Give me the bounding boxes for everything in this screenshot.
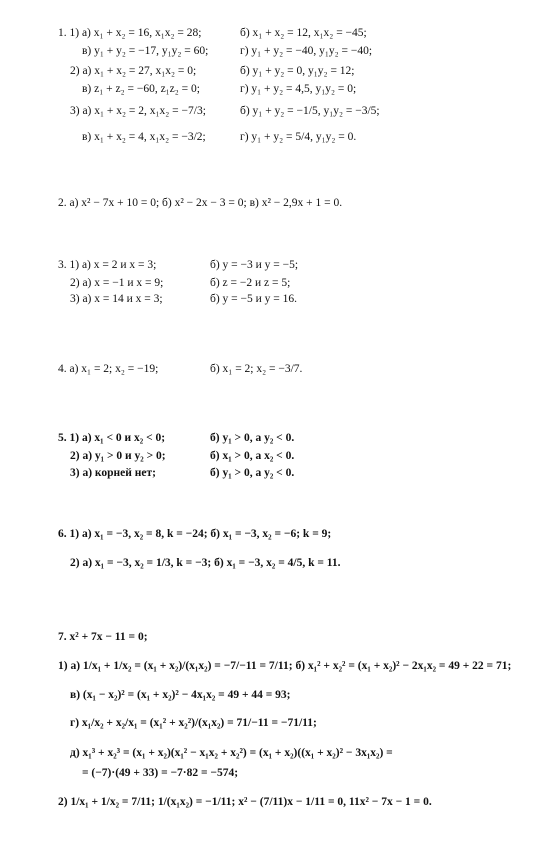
p3-row-3-right: б) y = −5 и y = 16. xyxy=(210,293,298,305)
p6-row-2: 2) а) x₁ = −3, x₂ = 1/3, k = −3; б) x₁ = −3, x₂ = 4/5, k = 11. xyxy=(70,557,341,569)
p5-row-3-left: 3) а) корней нет; xyxy=(70,467,156,479)
p1-row-4-right: г) y₁ + y₂ = 4,5, y₁y₂ = 0; xyxy=(240,83,357,95)
p3-row-1-left: 3. 1) а) x = 2 и x = 3; xyxy=(58,259,157,271)
p1-row-2-right: г) y₁ + y₂ = −40, y₁y₂ = −40; xyxy=(240,45,373,57)
p5-row-1-right: б) y₁ > 0, а y₂ < 0. xyxy=(210,432,295,444)
p1-row-6-left: в) x₁ + x₂ = 4, x₁x₂ = −3/2; xyxy=(82,131,206,143)
p7-line-6: 2) 1/x₁ + 1/x₂ = 7/11; 1/(x₁x₂) = −1/11; x² − (7/11)x − 1/11 = 0, 11x² − 7x − 1 = 0. xyxy=(58,796,432,808)
p5-row-1-left: 5. 1) а) x₁ < 0 и x₂ < 0; xyxy=(58,432,166,444)
p1-row-5-left: 3) а) x₁ + x₂ = 2, x₁x₂ = −7/3; xyxy=(70,105,206,117)
p3-row-1-right: б) y = −3 и y = −5; xyxy=(210,259,299,271)
p7-line-3: г) x₁/x₂ + x₂/x₁ = (x₁² + x₂²)/(x₁x₂) = 71/−11 = −71/11; xyxy=(70,717,317,729)
p4-left: 4. а) x₁ = 2; x₂ = −19; xyxy=(58,363,159,375)
p1-row-1-right: б) x₁ + x₂ = 12, x₁x₂ = −45; xyxy=(240,27,367,39)
p7-line-1: 1) а) 1/x₁ + 1/x₂ = (x₁ + x₂)/(x₁x₂) = −7/−11 = 7/11; б) x₁² + x₂² = (x₁ + x₂)² − 2x₁x₂ = 49 + 22 = 71; xyxy=(58,660,512,672)
problem-2: 2. а) x² − 7x + 10 = 0; б) x² − 2x − 3 = 0; в) x² − 2,9x + 1 = 0. xyxy=(58,197,343,209)
p7-line-2: в) (x₁ − x₂)² = (x₁ + x₂)² − 4x₁x₂ = 49 + 44 = 93; xyxy=(70,689,291,701)
p5-row-2-left: 2) а) y₁ > 0 и y₂ > 0; xyxy=(70,450,166,462)
p1-row-3-left: 2) а) x₁ + x₂ = 27, x₁x₂ = 0; xyxy=(70,65,197,77)
p1-row-4-left: в) z₁ + z₂ = −60, z₁z₂ = 0; xyxy=(82,83,200,95)
p7-line-5: = (−7)·(49 + 33) = −7·82 = −574; xyxy=(82,767,239,779)
p5-row-2-right: б) x₁ > 0, а x₂ < 0. xyxy=(210,450,295,462)
p6-row-1: 6. 1) а) x₁ = −3, x₂ = 8, k = −24; б) x₁ = −3, x₂ = −6; k = 9; xyxy=(58,528,332,540)
p3-row-3-left: 3) а) x = 14 и x = 3; xyxy=(70,293,163,305)
p7-header: 7. x² + 7x − 11 = 0; xyxy=(58,631,148,643)
p3-row-2-right: б) z = −2 и z = 5; xyxy=(210,277,291,289)
p1-row-1-left: 1. 1) а) x₁ + x₂ = 16, x₁x₂ = 28; xyxy=(58,27,202,39)
p4-right: б) x₁ = 2; x₂ = −3/7. xyxy=(210,363,303,375)
p1-row-2-left: в) y₁ + y₂ = −17, y₁y₂ = 60; xyxy=(82,45,209,57)
p1-row-5-right: б) y₁ + y₂ = −1/5, y₁y₂ = −3/5; xyxy=(240,105,380,117)
p1-row-3-right: б) y₁ + y₂ = 0, y₁y₂ = 12; xyxy=(240,65,355,77)
p1-row-6-right: г) y₁ + y₂ = 5/4, y₁y₂ = 0. xyxy=(240,131,357,143)
p5-row-3-right: б) y₁ > 0, а y₂ < 0. xyxy=(210,467,295,479)
p7-line-4: д) x₁³ + x₂³ = (x₁ + x₂)(x₁² − x₁x₂ + x₂²) = (x₁ + x₂)((x₁ + x₂)² − 3x₁x₂) = xyxy=(70,747,393,759)
p3-row-2-left: 2) а) x = −1 и x = 9; xyxy=(70,277,164,289)
